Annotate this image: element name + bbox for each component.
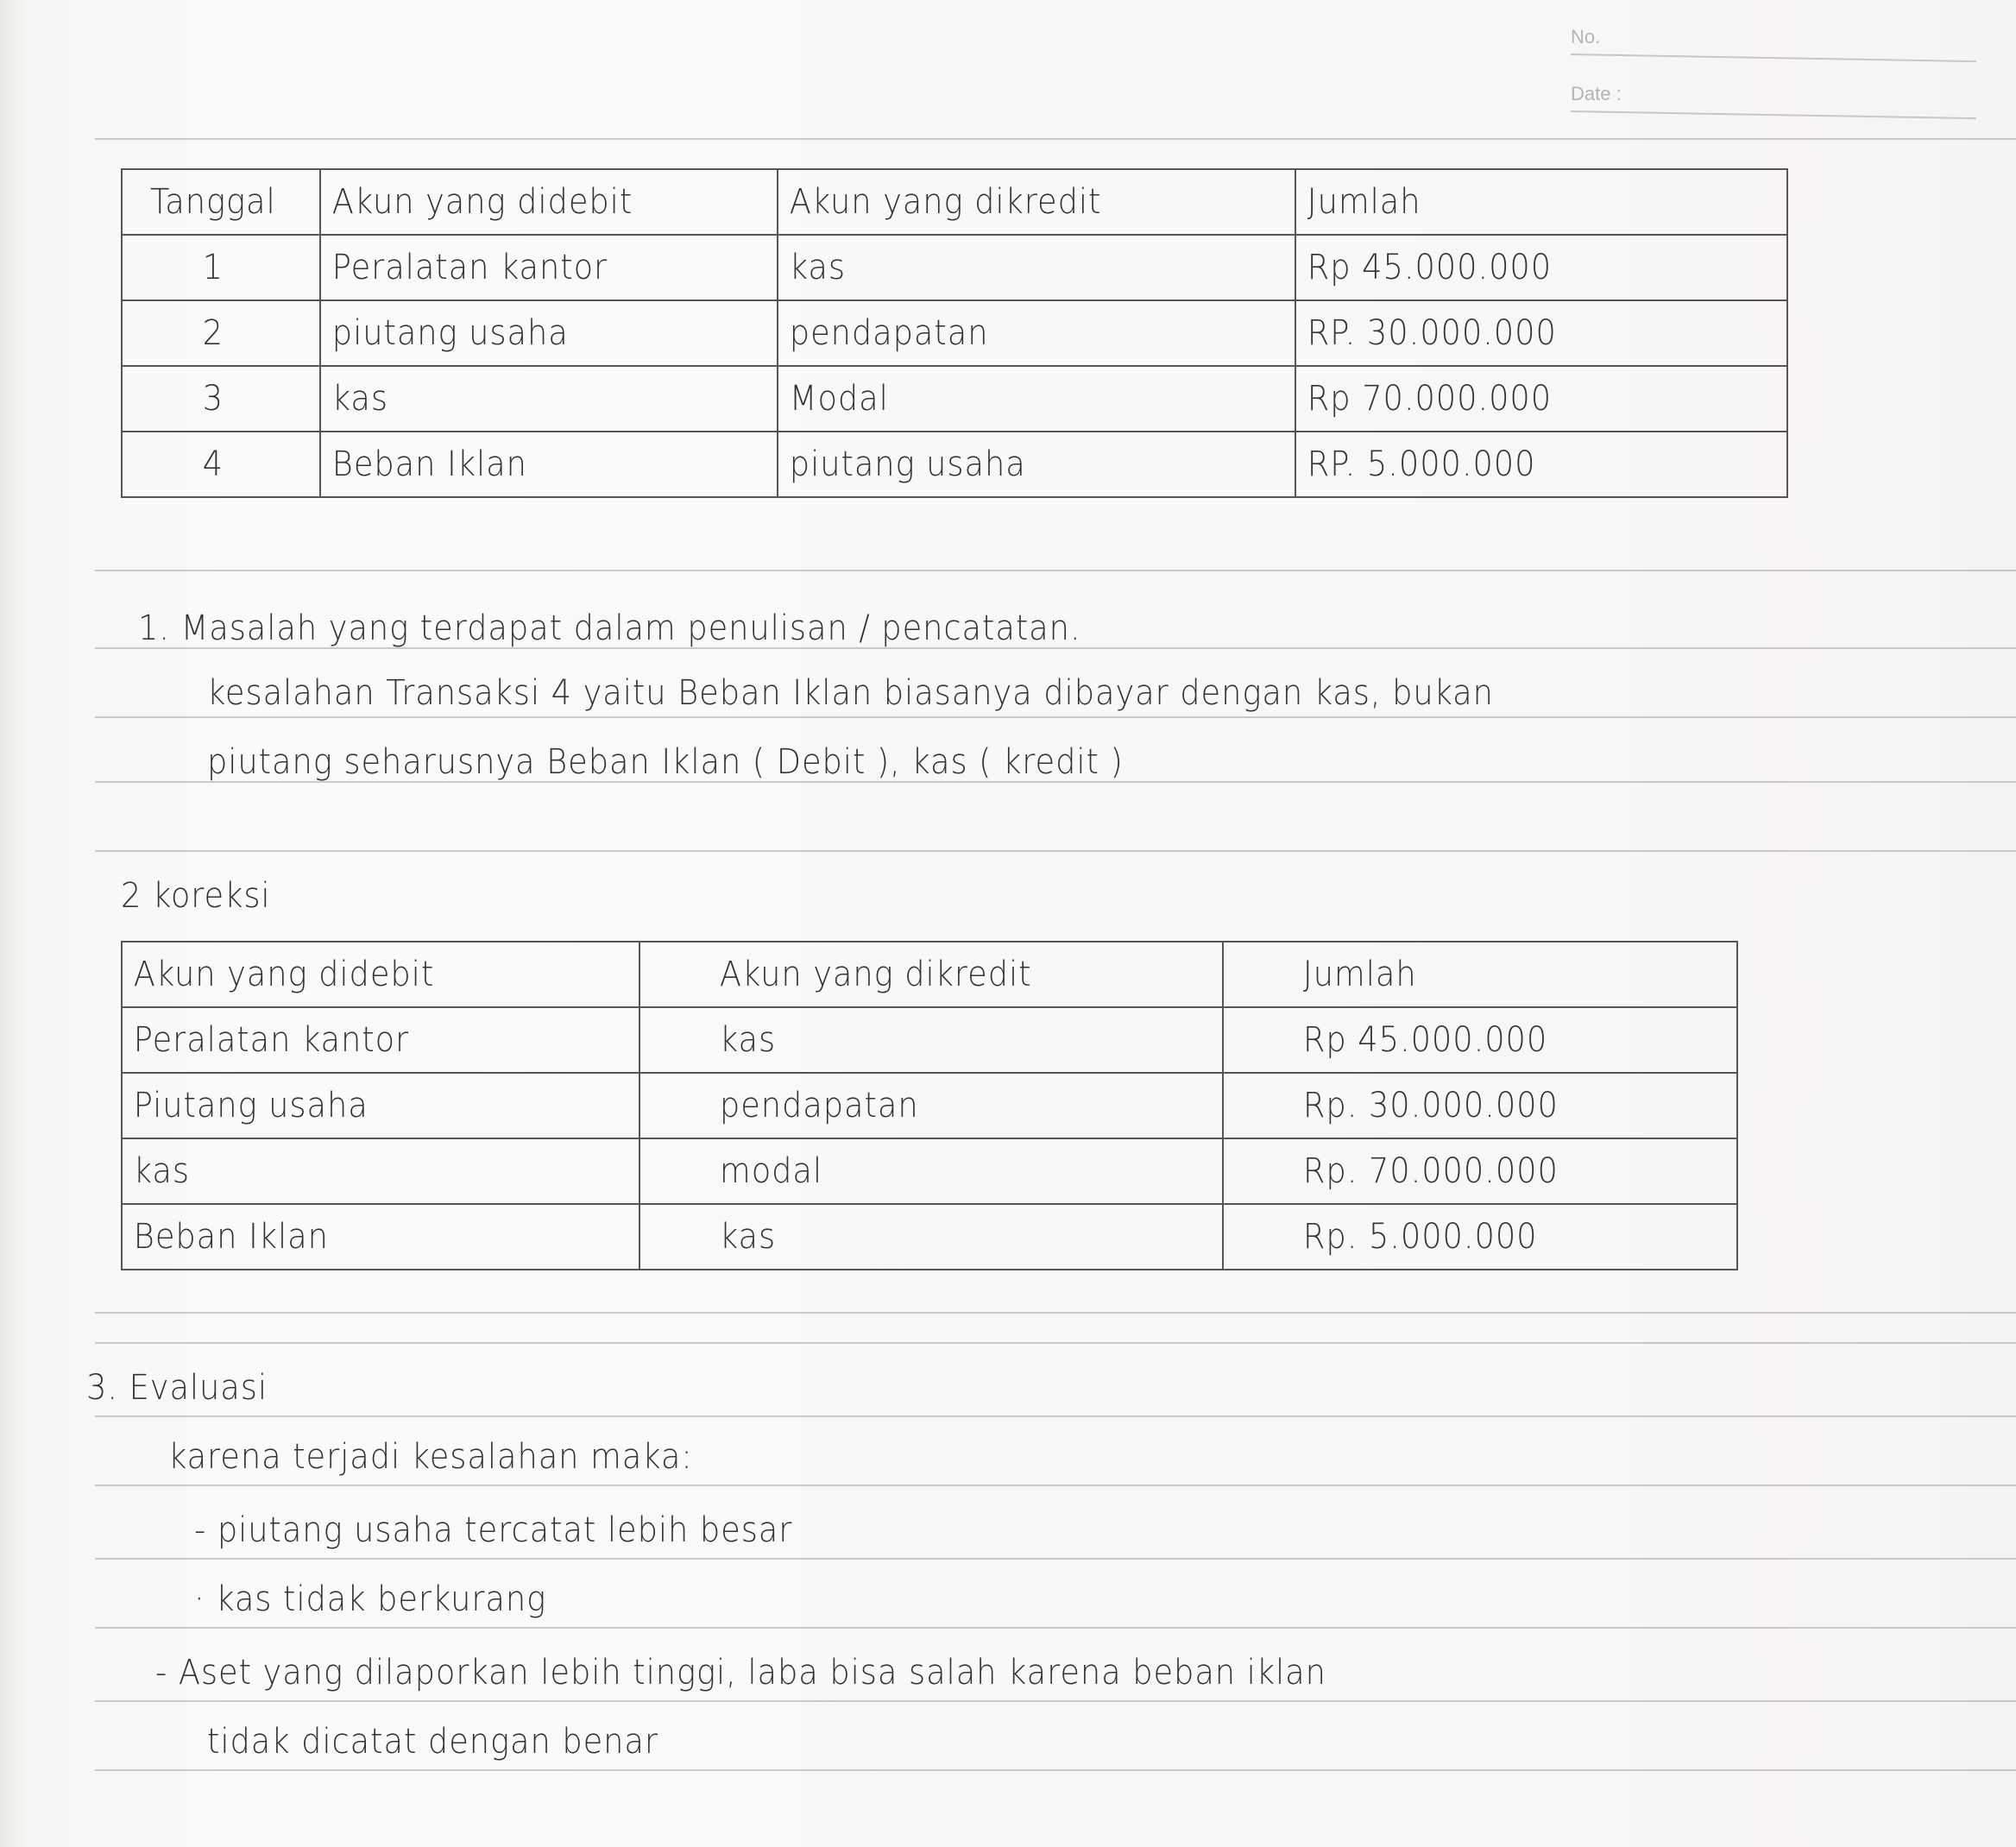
cell-kredit: kas	[639, 1007, 1176, 1073]
ruled-line	[95, 1415, 2016, 1417]
cell-tanggal: 2	[122, 300, 305, 366]
cell-kredit: kas	[778, 235, 1254, 300]
ruled-line	[95, 1342, 2016, 1344]
table-header-row	[122, 169, 1787, 235]
header-debit: Akun yang didebit	[122, 942, 598, 1007]
cell-kredit: Modal	[778, 366, 1254, 432]
cell-debit: Beban Iklan	[122, 1204, 598, 1270]
section3-point-2: · kas tidak berkurang	[194, 1579, 547, 1619]
cell-kredit: pendapatan	[639, 1073, 1176, 1138]
journal-table	[121, 168, 1788, 498]
cell-tanggal: 4	[122, 432, 305, 497]
ruled-line	[95, 1627, 2016, 1629]
cell-kredit: kas	[639, 1204, 1176, 1270]
cell-jumlah: Rp 45.000.000	[1223, 1007, 1696, 1073]
table-row	[122, 1138, 1737, 1204]
table-header-row	[122, 942, 1737, 1007]
ruled-line	[95, 570, 2016, 571]
table-row	[122, 235, 1787, 300]
cell-jumlah: Rp 70.000.000	[1295, 366, 1748, 432]
table-row	[122, 366, 1787, 432]
cell-tanggal: 3	[122, 366, 305, 432]
cell-jumlah: Rp. 30.000.000	[1223, 1073, 1696, 1138]
cell-debit: Beban Iklan	[320, 432, 741, 497]
section3-continuation: tidak dicatat dengan benar	[207, 1722, 658, 1762]
no-line	[1571, 54, 1976, 62]
table-row	[122, 1204, 1737, 1270]
table-row	[122, 1073, 1737, 1138]
cell-kredit: modal	[639, 1138, 1176, 1204]
cell-kredit: piutang usaha	[778, 432, 1254, 497]
section3-title: 3. Evaluasi	[86, 1368, 268, 1408]
section3-point-1: - piutang usaha tercatat lebih besar	[194, 1510, 793, 1550]
header-tanggal: Tanggal	[122, 169, 305, 235]
header-kredit: Akun yang dikredit	[639, 942, 1176, 1007]
cell-tanggal: 1	[122, 235, 305, 300]
ruled-line	[95, 138, 2016, 140]
ruled-line	[95, 1312, 2016, 1314]
table-row	[122, 300, 1787, 366]
no-label: No.	[1571, 26, 1601, 47]
cell-debit: Peralatan kantor	[320, 235, 741, 300]
cell-kredit: pendapatan	[778, 300, 1254, 366]
cell-debit: piutang usaha	[320, 300, 741, 366]
section1-title: 1. Masalah yang terdapat dalam penulisan / pencatatan.	[138, 608, 1081, 648]
header-jumlah: Jumlah	[1295, 169, 1748, 235]
cell-debit: kas	[122, 1138, 598, 1204]
header-jumlah: Jumlah	[1223, 942, 1696, 1007]
cell-debit: kas	[320, 366, 741, 432]
header-kredit: Akun yang dikredit	[778, 169, 1254, 235]
cell-jumlah: RP. 30.000.000	[1295, 300, 1748, 366]
ruled-line	[95, 1485, 2016, 1486]
date-line	[1571, 110, 1976, 119]
cell-jumlah: Rp 45.000.000	[1295, 235, 1748, 300]
table-row	[122, 432, 1787, 497]
cell-jumlah: RP. 5.000.000	[1295, 432, 1748, 497]
section1-line-2: piutang seharusnya Beban Iklan ( Debit ), kas ( kredit )	[207, 742, 1124, 782]
cell-debit: Peralatan kantor	[122, 1007, 598, 1073]
table-row	[122, 1007, 1737, 1073]
header-debit: Akun yang didebit	[320, 169, 741, 235]
cell-jumlah: Rp. 5.000.000	[1223, 1204, 1696, 1270]
ruled-line	[95, 850, 2016, 852]
date-label: Date :	[1571, 83, 1622, 104]
cell-jumlah: Rp. 70.000.000	[1223, 1138, 1696, 1204]
section1-line-1: kesalahan Transaksi 4 yaitu Beban Iklan biasanya dibayar dengan kas, bukan	[207, 673, 1494, 713]
section3-point-3: - Aset yang dilaporkan lebih tinggi, laba bisa salah karena beban iklan	[155, 1653, 1326, 1693]
section2-title: 2 koreksi	[121, 876, 271, 916]
ruled-line	[95, 1769, 2016, 1771]
ruled-line	[95, 1558, 2016, 1560]
correction-table	[121, 941, 1738, 1270]
section3-intro: karena terjadi kesalahan maka:	[168, 1437, 693, 1477]
ruled-line	[95, 716, 2016, 718]
ruled-line	[95, 1700, 2016, 1702]
cell-debit: Piutang usaha	[122, 1073, 598, 1138]
